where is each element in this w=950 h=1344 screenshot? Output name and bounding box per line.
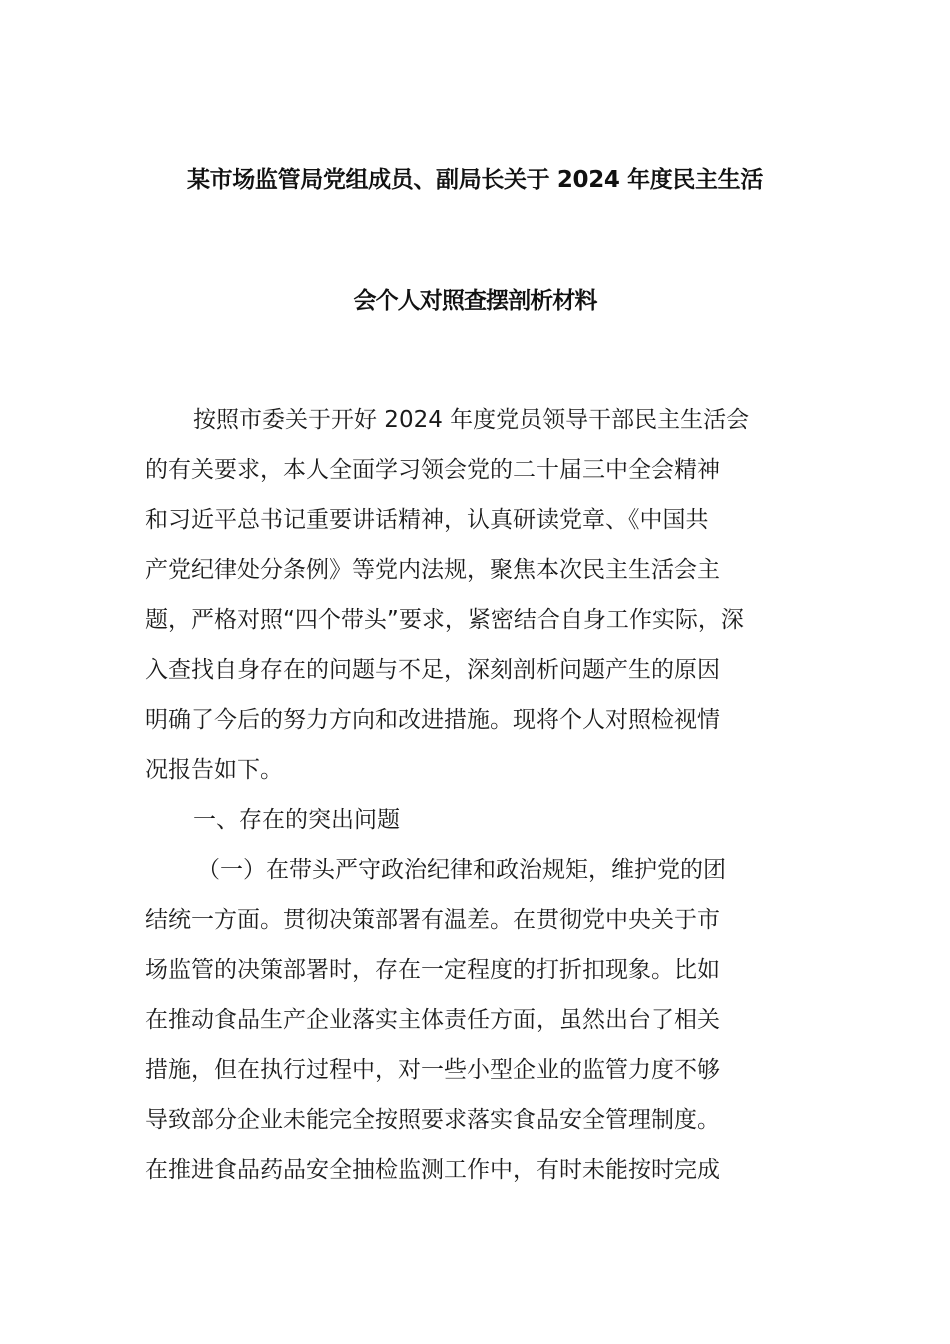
body-text-line: 在推动食品生产企业落实主体责任方面，虽然出台了相关: [145, 1007, 720, 1033]
document-title-line-2: 会个人对照查摆剖析材料: [353, 288, 597, 314]
body-text-line: 导致部分企业未能完全按照要求落实食品安全管理制度。: [145, 1107, 720, 1133]
body-text-line: 入查找自身存在的问题与不足，深刻剖析问题产生的原因: [145, 657, 720, 683]
body-text-line: 产党纪律处分条例》等党内法规，聚焦本次民主生活会主: [145, 557, 720, 583]
body-text-line: 和习近平总书记重要讲话精神，认真研读党章、《中国共: [145, 507, 709, 533]
subsection-heading: （一）在带头严守政治纪律和政治规矩，维护党的团: [197, 857, 726, 883]
body-text-line: 措施，但在执行过程中，对一些小型企业的监管力度不够: [145, 1057, 720, 1083]
document-title-line-1: 某市场监管局党组成员、副局长关于 2024 年度民主生活: [187, 167, 763, 193]
body-text-line: 场监管的决策部署时，存在一定程度的打折扣现象。比如: [145, 957, 720, 983]
body-text-line: 明确了今后的努力方向和改进措施。现将个人对照检视情: [145, 707, 720, 733]
body-text-line: 在推进食品药品安全抽检监测工作中，有时未能按时完成: [145, 1157, 720, 1183]
body-text-line: 的有关要求，本人全面学习领会党的二十届三中全会精神: [145, 457, 720, 483]
body-text-line: 题，严格对照“四个带头”要求，紧密结合自身工作实际，深: [145, 607, 744, 633]
body-text-line: 结统一方面。贯彻决策部署有温差。在贯彻党中央关于市: [145, 907, 720, 933]
body-text-line: 按照市委关于开好 2024 年度党员领导干部民主生活会: [193, 407, 750, 433]
body-text-line: 况报告如下。: [145, 757, 283, 783]
section-heading: 一、存在的突出问题: [193, 807, 400, 833]
